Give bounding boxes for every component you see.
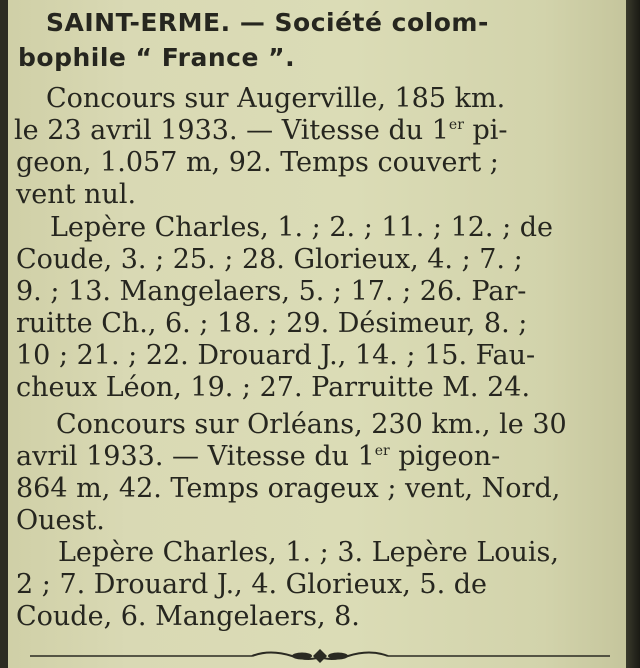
- contest2-results-line-3: Coude, 6. Mangelaers, 8.: [16, 601, 360, 632]
- contest1-results-line-6: cheux Léon, 19. ; 27. Parruitte M. 24.: [16, 372, 531, 403]
- contest1-results-line-2: Coude, 3. ; 25. ; 28. Glorieux, 4. ; 7. ;: [16, 244, 523, 275]
- article-heading-line-2: bophile “ France ”.: [18, 43, 296, 72]
- decorative-rule-ornament-icon: [30, 648, 610, 664]
- contest2-results-line-1: Lepère Charles, 1. ; 3. Lepère Louis,: [58, 537, 559, 568]
- right-column-rule: [626, 0, 640, 668]
- contest2-intro-line-4: Ouest.: [16, 505, 105, 536]
- contest1-results-line-5: 10 ; 21. ; 22. Drouard J., 14. ; 15. Fau-: [16, 340, 536, 371]
- contest1-results-line-3: 9. ; 13. Mangelaers, 5. ; 17. ; 26. Par-: [16, 276, 527, 307]
- left-column-rule: [0, 0, 8, 668]
- contest2-intro-line-3: 864 m, 42. Temps orageux ; vent, Nord,: [16, 473, 561, 504]
- article-heading-line-1: SAINT-ERME. — Société colom-: [46, 8, 489, 37]
- contest2-results-line-2: 2 ; 7. Drouard J., 4. Glorieux, 5. de: [16, 569, 488, 600]
- contest1-intro-line-1: Concours sur Augerville, 185 km.: [46, 83, 506, 114]
- contest1-results-line-1: Lepère Charles, 1. ; 2. ; 11. ; 12. ; de: [50, 212, 554, 243]
- contest2-intro-line-2: avril 1933. — Vitesse du 1er pigeon-: [16, 441, 501, 472]
- contest1-intro-line-4: vent nul.: [16, 179, 137, 210]
- contest2-intro-line-1: Concours sur Orléans, 230 km., le 30: [56, 409, 567, 440]
- contest1-intro-line-2: le 23 avril 1933. — Vitesse du 1er pi-: [14, 115, 508, 146]
- contest1-results-line-4: ruitte Ch., 6. ; 18. ; 29. Désimeur, 8. ;: [16, 308, 528, 339]
- contest1-intro-line-3: geon, 1.057 m, 92. Temps couvert ;: [16, 147, 499, 178]
